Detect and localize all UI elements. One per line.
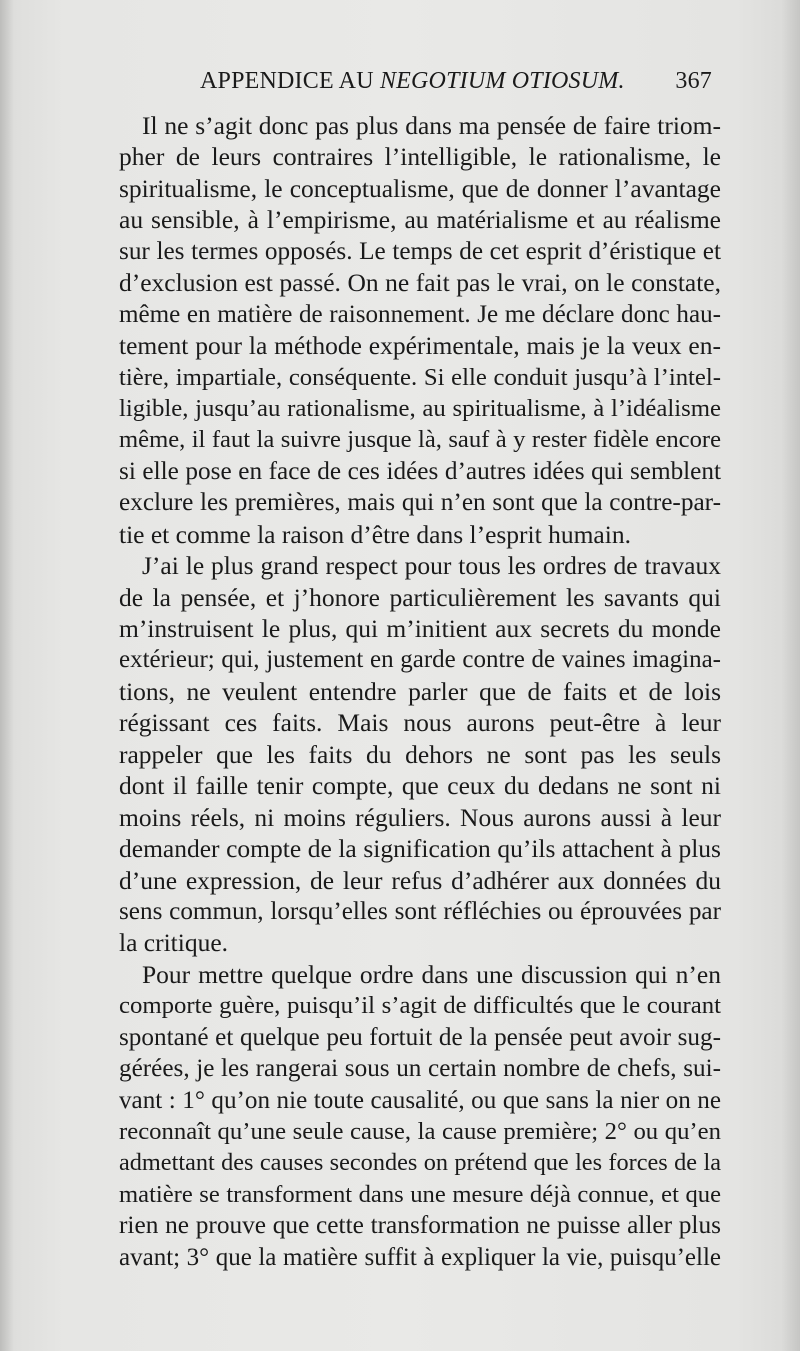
paragraph bbox=[119, 959, 721, 1273]
text-line: sur les termes opposés. Le temps de cet esprit d’éristique et bbox=[119, 237, 721, 265]
text-line: pher de leurs contraires l’intelligible, le rationalisme, le bbox=[119, 142, 721, 172]
text-line: J’ai le plus grand respect pour tous les ordres de travaux bbox=[142, 551, 721, 581]
text-line: sens commun, lorsqu’elles sont réfléchies ou éprouvées par bbox=[119, 897, 721, 925]
text-line: vant : 1° qu’on nie toute causalité, ou que sans la nier on ne bbox=[119, 1086, 721, 1114]
text-line: rien ne prouve que cette transformation ne puisse aller plus bbox=[119, 1211, 721, 1240]
text-line: exclure les premières, mais qui n’en sont que la contre-par- bbox=[119, 488, 721, 517]
running-head-title-prefix: APPENDICE AU bbox=[200, 68, 380, 94]
text-line: d’exclusion est passé. On ne fait pas le vrai, on le constate, bbox=[119, 268, 721, 298]
text-line: Il ne s’agit donc pas plus dans ma pensée de faire triom- bbox=[142, 111, 721, 140]
text-line: ligible, jusqu’au rationalisme, au spiritualisme, à l’idéalisme bbox=[119, 394, 721, 422]
text-line: tions, ne veulent entendre parler que de faits et de lois bbox=[119, 676, 721, 706]
text-line: même, il faut la suivre jusque là, sauf à y rester fidèle encore bbox=[119, 426, 721, 454]
text-line: spontané et quelque peu fortuit de la pensée peut avoir sug- bbox=[119, 1023, 721, 1051]
text-line: régissant ces faits. Mais nous aurons peut-être à leur bbox=[119, 708, 721, 738]
running-head-title bbox=[200, 68, 625, 95]
text-line: même en matière de raisonnement. Je me déclare donc hau- bbox=[119, 300, 721, 328]
text-line: demander compte de la signification qu’ils attachent à plus bbox=[119, 834, 721, 864]
text-line: extérieur; qui, justement en garde contre de vaines imagina- bbox=[119, 646, 721, 674]
running-head bbox=[200, 68, 712, 102]
text-line: dont il faille tenir compte, que ceux du dedans ne sont ni bbox=[119, 771, 721, 801]
text-line: admettant des causes secondes on prétend que les forces de la bbox=[119, 1149, 721, 1177]
text-line: si elle pose en face de ces idées d’autres idées qui semblent bbox=[119, 457, 721, 485]
page-edge-shadow-left bbox=[0, 0, 14, 1351]
page-edge-shadow-right bbox=[782, 0, 800, 1351]
running-head-title-italic: NEGOTIUM OTIOSUM. bbox=[379, 68, 625, 94]
text-line: rappeler que les faits du dehors ne sont pas les seuls bbox=[119, 739, 721, 769]
paragraph bbox=[119, 110, 721, 550]
text-line: d’une expression, de leur refus d’adhérer aux données du bbox=[119, 865, 721, 895]
text-line: tement pour la méthode expérimentale, mais je la veux en- bbox=[119, 331, 721, 361]
text-line: m’instruisent le plus, qui m’initient aux secrets du monde bbox=[119, 614, 721, 643]
text-line: tière, impartiale, conséquente. Si elle conduit jusqu’à l’intel- bbox=[119, 363, 721, 391]
text-line: Pour mettre quelque ordre dans une discussion qui n’en bbox=[142, 959, 721, 989]
page-body bbox=[119, 110, 721, 1273]
page-number: 367 bbox=[675, 68, 712, 94]
paragraph bbox=[119, 550, 721, 959]
text-line: comporte guère, puisqu’il s’agit de difficultés que le courant bbox=[119, 992, 721, 1020]
text-line: spiritualisme, le conceptualisme, que de donner l’avantage bbox=[119, 173, 721, 203]
text-line: de la pensée, et j’honore particulièrement les savants qui bbox=[119, 582, 721, 612]
text-line: tie et comme la raison d’être dans l’esprit humain. bbox=[119, 519, 631, 549]
text-line: gérées, je les rangerai sous un certain nombre de chefs, sui- bbox=[119, 1055, 721, 1083]
text-line: la critique. bbox=[119, 928, 229, 958]
text-line: moins réels, ni moins réguliers. Nous aurons aussi à leur bbox=[119, 802, 721, 832]
text-line: avant; 3° que la matière suffit à expliquer la vie, puisqu’elle bbox=[119, 1243, 721, 1271]
text-line: reconnaît qu’une seule cause, la cause première; 2° ou qu’en bbox=[119, 1118, 721, 1145]
text-line: au sensible, à l’empirisme, au matérialisme et au réalisme bbox=[119, 205, 721, 235]
text-line: matière se transforment dans une mesure déjà connue, et que bbox=[119, 1180, 721, 1208]
